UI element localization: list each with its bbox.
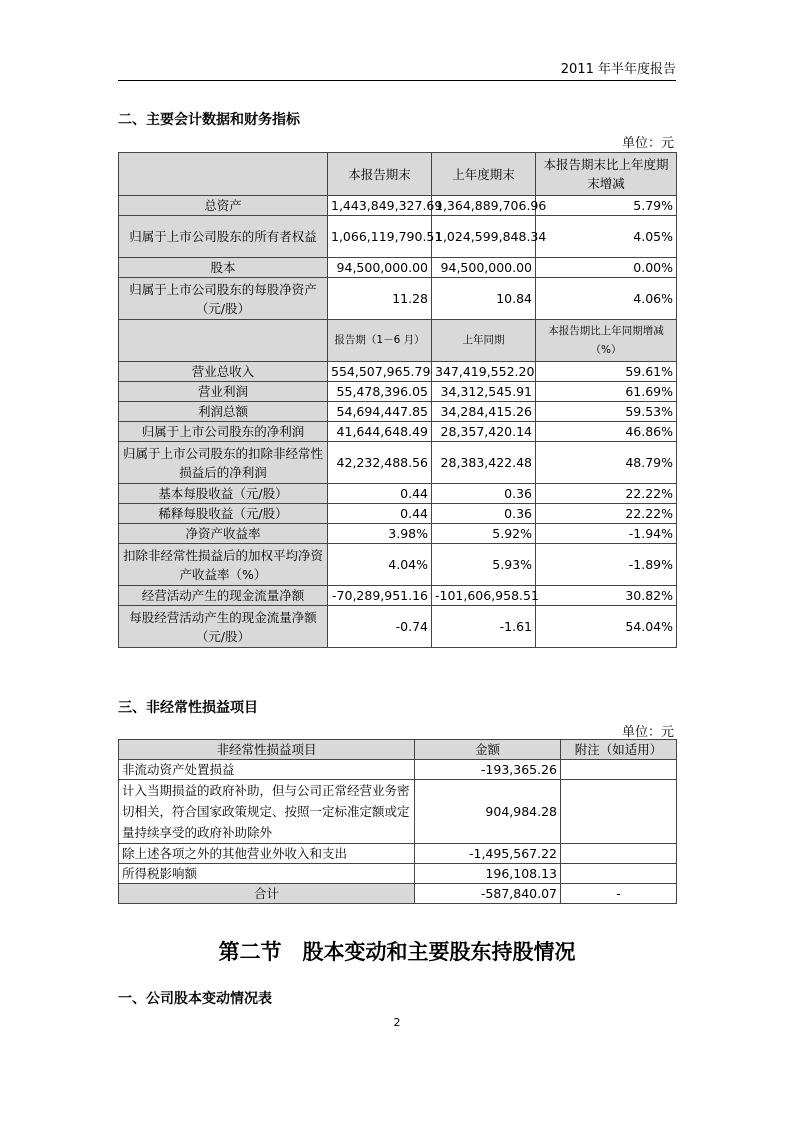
- header-cell-note: 附注（如适用）: [561, 740, 677, 760]
- value-cell: 3.98%: [328, 524, 432, 544]
- note-cell: [561, 864, 677, 884]
- row-label: 总资产: [119, 196, 328, 216]
- table-row: [119, 382, 677, 402]
- table-header-row: [119, 153, 677, 196]
- table-row: [119, 844, 677, 864]
- value-cell: 94,500,000.00: [432, 258, 536, 278]
- row-label: 归属于上市公司股东的所有者权益: [119, 216, 328, 258]
- value-cell: 10.84: [432, 278, 536, 320]
- subheader-cell-period: 报告期（1－6 月）: [328, 320, 432, 362]
- table-row: [119, 760, 677, 780]
- table-row: [119, 864, 677, 884]
- amount-cell: -193,365.26: [415, 760, 561, 780]
- table-row: [119, 524, 677, 544]
- value-cell: 59.61%: [536, 362, 677, 382]
- header-cell-empty: [119, 153, 328, 196]
- row-label: 归属于上市公司股东的每股净资产（元/股）: [119, 278, 328, 320]
- value-cell: -1.94%: [536, 524, 677, 544]
- table-row: [119, 484, 677, 504]
- value-cell: -101,606,958.51: [432, 586, 536, 606]
- value-cell: 46.86%: [536, 422, 677, 442]
- value-cell: 0.36: [432, 504, 536, 524]
- table-row: [119, 362, 677, 382]
- header-cell-prior-year-end: 上年度期末: [432, 153, 536, 196]
- value-cell: 34,312,545.91: [432, 382, 536, 402]
- value-cell: 22.22%: [536, 484, 677, 504]
- row-label: 每股经营活动产生的现金流量净额（元/股）: [119, 606, 328, 648]
- value-cell: 11.28: [328, 278, 432, 320]
- subheader-cell-change: 本报告期比上年同期增减（%）: [536, 320, 677, 362]
- value-cell: 55,478,396.05: [328, 382, 432, 402]
- table-row: [119, 606, 677, 648]
- value-cell: 34,284,415.26: [432, 402, 536, 422]
- value-cell: 94,500,000.00: [328, 258, 432, 278]
- total-amount-cell: -587,840.07: [415, 884, 561, 904]
- amount-cell: 196,108.13: [415, 864, 561, 884]
- row-label: 营业总收入: [119, 362, 328, 382]
- row-label: 稀释每股收益（元/股）: [119, 504, 328, 524]
- table-row: [119, 780, 677, 844]
- value-cell: 1,024,599,848.34: [432, 216, 536, 258]
- note-cell: [561, 780, 677, 844]
- header-divider: [118, 80, 676, 81]
- section-heading-financial-data: 二、主要会计数据和财务指标: [118, 112, 300, 128]
- report-header-title: 2011 年半年度报告: [560, 62, 676, 77]
- value-cell: 48.79%: [536, 442, 677, 484]
- subheader-cell-prior-period: 上年同期: [432, 320, 536, 362]
- row-label: 基本每股收益（元/股）: [119, 484, 328, 504]
- value-cell: 42,232,488.56: [328, 442, 432, 484]
- header-cell-amount: 金额: [415, 740, 561, 760]
- row-label: 股本: [119, 258, 328, 278]
- unit-label-non-recurring: 单位：元: [621, 725, 674, 740]
- row-label: 经营活动产生的现金流量净额: [119, 586, 328, 606]
- value-cell: 554,507,965.79: [328, 362, 432, 382]
- section-heading-share-capital: 一、公司股本变动情况表: [118, 991, 272, 1007]
- total-note-cell: -: [561, 884, 677, 904]
- value-cell: 30.82%: [536, 586, 677, 606]
- item-cell: 所得税影响额: [119, 864, 415, 884]
- table-total-row: [119, 884, 677, 904]
- row-label: 利润总额: [119, 402, 328, 422]
- value-cell: 1,364,889,706.96: [432, 196, 536, 216]
- value-cell: 28,383,422.48: [432, 442, 536, 484]
- value-cell: 0.44: [328, 484, 432, 504]
- value-cell: 54,694,447.85: [328, 402, 432, 422]
- value-cell: 59.53%: [536, 402, 677, 422]
- value-cell: 61.69%: [536, 382, 677, 402]
- item-cell: 除上述各项之外的其他营业外收入和支出: [119, 844, 415, 864]
- value-cell: 0.36: [432, 484, 536, 504]
- table-row: [119, 196, 677, 216]
- value-cell: -1.61: [432, 606, 536, 648]
- note-cell: [561, 760, 677, 780]
- row-label: 净资产收益率: [119, 524, 328, 544]
- header-cell-item: 非经常性损益项目: [119, 740, 415, 760]
- amount-cell: -1,495,567.22: [415, 844, 561, 864]
- value-cell: -1.89%: [536, 544, 677, 586]
- table-row: [119, 402, 677, 422]
- value-cell: 4.04%: [328, 544, 432, 586]
- value-cell: 5.79%: [536, 196, 677, 216]
- header-cell-change: 本报告期末比上年度期末增减: [536, 153, 677, 196]
- table-subheader-row: [119, 320, 677, 362]
- table-row: [119, 442, 677, 484]
- table-row: [119, 504, 677, 524]
- table-row: [119, 586, 677, 606]
- value-cell: 1,066,119,790.51: [328, 216, 432, 258]
- value-cell: -0.74: [328, 606, 432, 648]
- value-cell: 22.22%: [536, 504, 677, 524]
- value-cell: 41,644,648.49: [328, 422, 432, 442]
- value-cell: 4.06%: [536, 278, 677, 320]
- value-cell: 28,357,420.14: [432, 422, 536, 442]
- value-cell: -70,289,951.16: [328, 586, 432, 606]
- item-cell: 计入当期损益的政府补助，但与公司正常经营业务密切相关，符合国家政策规定、按照一定标准定额或定量持续享受的政府补助除外: [119, 780, 415, 844]
- note-cell: [561, 844, 677, 864]
- item-cell: 非流动资产处置损益: [119, 760, 415, 780]
- value-cell: 4.05%: [536, 216, 677, 258]
- value-cell: 347,419,552.20: [432, 362, 536, 382]
- total-label-cell: 合计: [119, 884, 415, 904]
- value-cell: 1,443,849,327.69: [328, 196, 432, 216]
- row-label: 归属于上市公司股东的扣除非经常性损益后的净利润: [119, 442, 328, 484]
- financial-indicators-table: [118, 152, 677, 648]
- header-cell-period-end: 本报告期末: [328, 153, 432, 196]
- value-cell: 5.92%: [432, 524, 536, 544]
- non-recurring-items-table: [118, 739, 677, 904]
- amount-cell: 904,984.28: [415, 780, 561, 844]
- table-row: [119, 422, 677, 442]
- row-label: 归属于上市公司股东的净利润: [119, 422, 328, 442]
- table-row: [119, 216, 677, 258]
- unit-label-financial: 单位：元: [621, 136, 674, 151]
- row-label: 扣除非经常性损益后的加权平均净资产收益率（%）: [119, 544, 328, 586]
- chapter-title: 第二节 股本变动和主要股东持股情况: [218, 939, 576, 964]
- table-row: [119, 278, 677, 320]
- table-row: [119, 544, 677, 586]
- table-header-row: [119, 740, 677, 760]
- subheader-cell-empty: [119, 320, 328, 362]
- value-cell: 0.44: [328, 504, 432, 524]
- page-number: 2: [393, 1016, 401, 1029]
- section-heading-non-recurring: 三、非经常性损益项目: [118, 700, 258, 716]
- table-row: [119, 258, 677, 278]
- value-cell: 5.93%: [432, 544, 536, 586]
- value-cell: 54.04%: [536, 606, 677, 648]
- row-label: 营业利润: [119, 382, 328, 402]
- value-cell: 0.00%: [536, 258, 677, 278]
